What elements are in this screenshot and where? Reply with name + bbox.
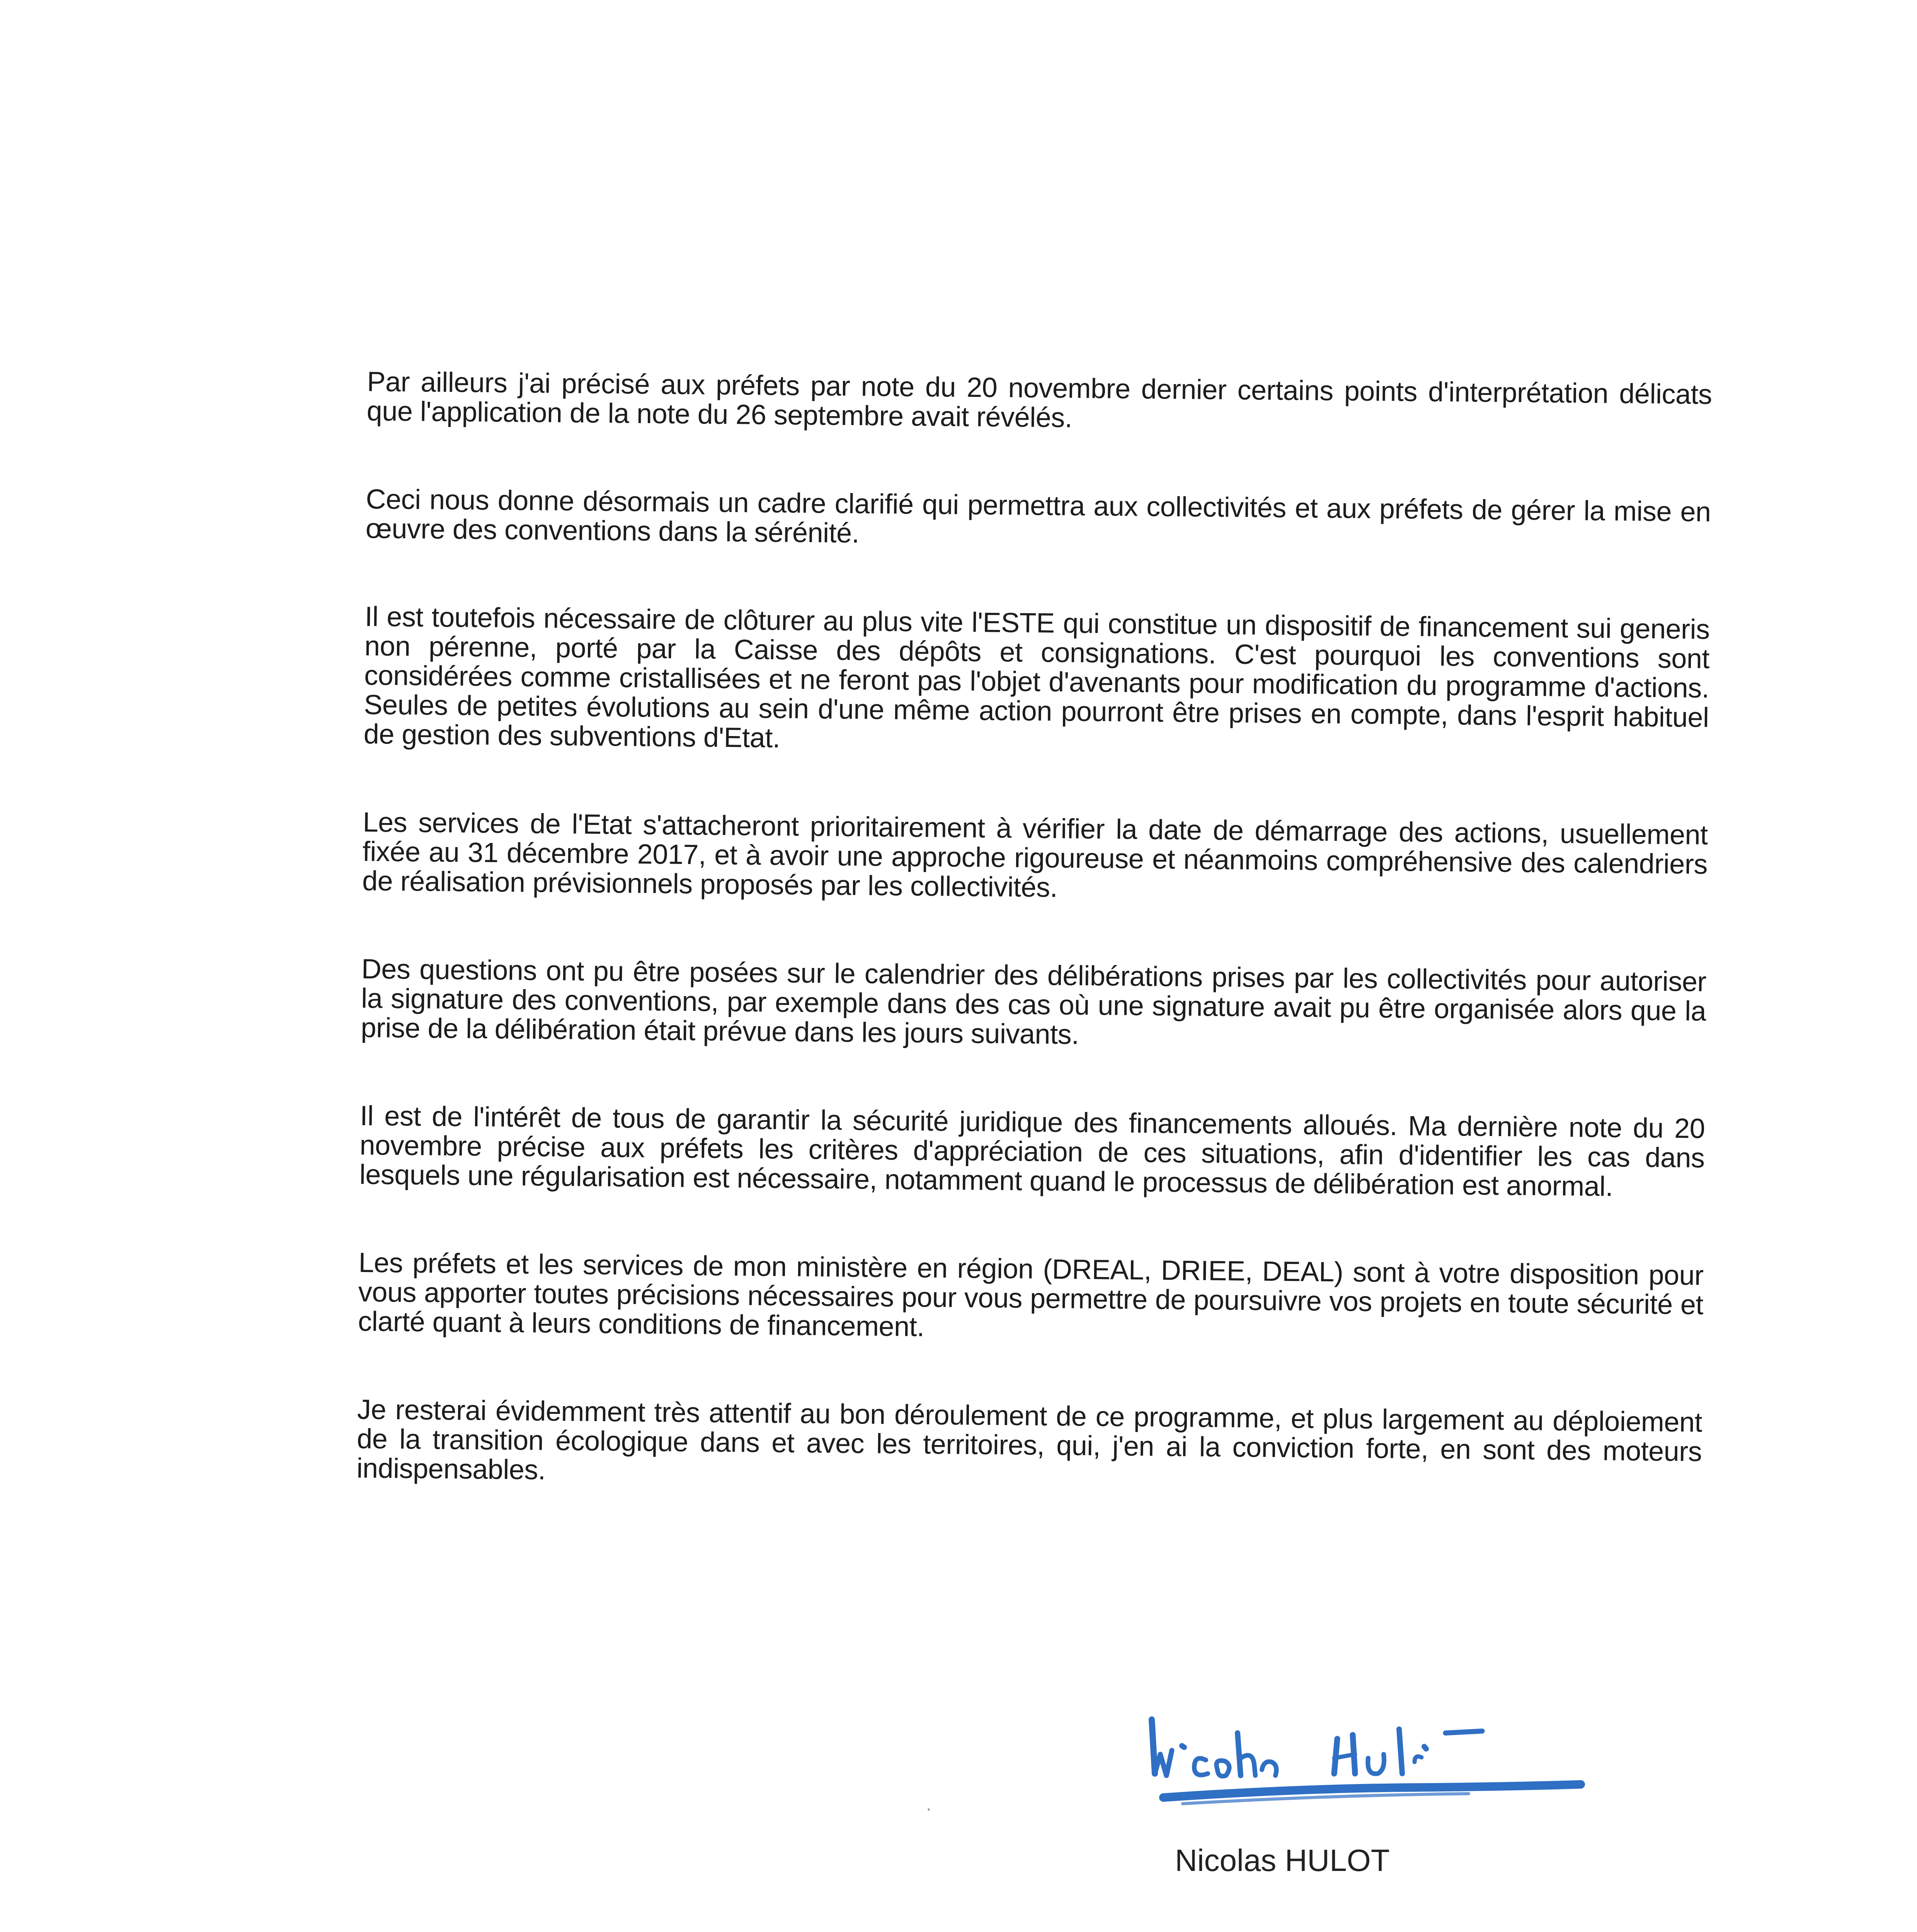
paragraph-interpretation-points: Par ailleurs j'ai précisé aux préfets par note du 20 novembre dernier certains points d'interprétation délicats que l'application de la note du 26 septembre avait révélés. — [366, 366, 1712, 434]
paragraph-close-este: Il est toutefois nécessaire de clôturer au plus vite l'ESTE qui constitue un dispositif de financement sui generis non pérenne, porté par la Caisse des dépôts et consignations. C'est pourquoi les conventions sont considérées comme cristallisées et ne feront pas l'objet d'avenants pour modification du programme d'actions. Seules de petites évolutions au sein d'une même action pourront être prises en compte, dans l'esprit habituel de gestion des subventions d'Etat. — [363, 601, 1710, 754]
signatory-name: Nicolas HULOT — [1175, 1843, 1390, 1878]
paragraph-clarified-framework: Ceci nous donne désormais un cadre clarifié qui permettra aux collectivités et aux préfets de gérer la mise en œuvre des conventions dans la sérénité. — [365, 483, 1711, 549]
handwritten-signature — [1136, 1696, 1600, 1820]
letter-body — [356, 367, 1712, 1554]
paragraph-legal-security: Il est de l'intérêt de tous de garantir la sécurité juridique des financements alloués. Ma dernière note du 20 novembre précise aux préfets les critères d'appréciation de ces situations, afin d'identifier les cas dans lesquels une régularisation est nécessaire, notamment quand le processus de délibération est anormal. — [359, 1100, 1705, 1202]
paragraph-services-availability: Les préfets et les services de mon ministère en région (DREAL, DRIEE, DEAL) sont à votre disposition pour vous apporter toutes précisions nécessaires pour vous permettre de poursuivre vos projets en toute sécurité et clarté quant à leurs conditions de financement. — [358, 1247, 1704, 1342]
paragraph-deliberation-calendar: Des questions ont pu être posées sur le calendrier des délibérations prises par les collectivités pour autoriser la signature des conventions, par exemple dans des cas où une signature avait pu être organisée alors que la prise de la délibération était prévue dans les jours suivants. — [361, 953, 1707, 1050]
paragraph-closing: Je resterai évidemment très attentif au bon déroulement de ce programme, et plus largement au déploiement de la transition écologique dans et avec les territoires, qui, j'en ai la conviction forte, en sont des moteurs indispensables. — [356, 1394, 1702, 1486]
scan-speck — [928, 1808, 930, 1811]
paragraph-start-date-check: Les services de l'Etat s'attacheront prioritairement à vérifier la date de démarrage des actions, usuellement fixée au 31 décembre 2017, et à avoir une approche rigoureuse et néanmoins compréhensive des calendriers de réalisation prévisionnels proposés par les collectivités. — [362, 806, 1708, 903]
